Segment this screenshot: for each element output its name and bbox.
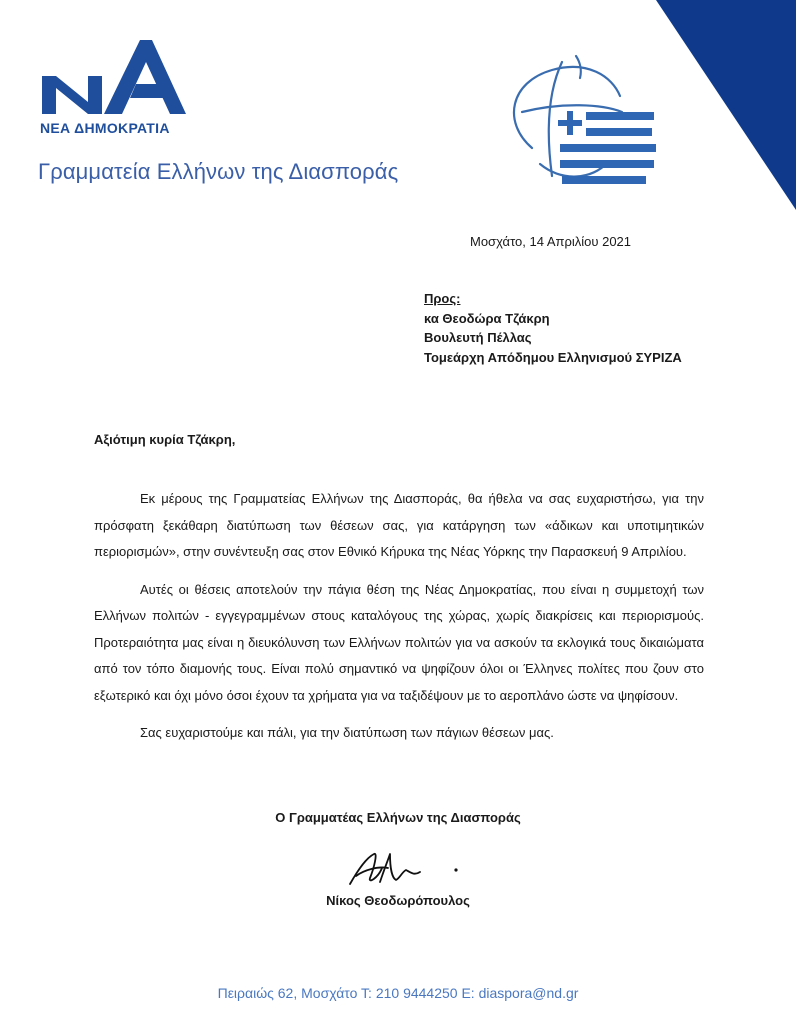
recipient-to-label: Προς: <box>424 291 461 306</box>
nd-logo-icon <box>40 36 190 118</box>
handwritten-signature <box>344 848 464 892</box>
footer-contact: Πειραιώς 62, Μοσχάτο Τ: 210 9444250 Ε: diaspora@nd.gr <box>217 985 579 1001</box>
signatory-title: Ο Γραμματέας Ελλήνων της Διασποράς <box>275 810 521 825</box>
recipient-line: Τομεάρχη Απόδημου Ελληνισμού ΣΥΡΙΖΑ <box>424 349 682 365</box>
globe-greek-flag-emblem-icon <box>492 52 664 194</box>
recipient-block <box>424 289 682 367</box>
letter-date: Μοσχάτο, 14 Απριλίου 2021 <box>470 234 632 249</box>
recipient-line: κα Θεοδώρα Τζάκρη <box>424 310 550 326</box>
signatory-name: Νίκος Θεοδωρόπουλος <box>326 893 470 908</box>
party-name: ΝΕΑ ΔΗΜΟΚΡΑΤΙΑ <box>40 120 170 136</box>
letter-body <box>94 486 704 758</box>
secretariat-title: Γραμματεία Ελλήνων της Διασποράς <box>38 159 399 184</box>
salutation: Αξιότιμη κυρία Τζάκρη, <box>94 432 236 447</box>
body-paragraph: Αυτές οι θέσεις αποτελούν την πάγια θέση της Νέας Δημοκρατίας, που είναι η συμμετοχή των Ελλήνων πολιτών - εγγεγραμμένων στους καταλόγους της χώρας, χωρίς διακρίσεις και περιορισμούς. Προτεραιότητα μας είναι η διευκόλυνση των Ελλήνων πολιτών για να ασκούν τα εκλογικά τους δικαιώματα από τον τόπο διαμονής τους. Είναι πολύ σημαντικό να ψηφίζουν όλοι οι Έλληνες πολίτες που ζουν στο εξωτερικό και όχι μόνο όσοι έχουν τα χρήματα για να ταξιδέψουν με το αεροπλάνο ώστε να ψηφίσουν. <box>94 581 704 703</box>
recipient-line: Βουλευτή Πέλλας <box>424 330 532 345</box>
corner-decoration <box>656 0 796 210</box>
body-paragraph: Εκ μέρους της Γραμματείας Ελλήνων της Διασποράς, θα ήθελα να σας ευχαριστήσω, για την πρόσφατη ξεκάθαρη διατύπωση των θέσεων σας, για κατάργηση των «άδικων και υποτιμητικών περιορισμών», στην συνέντευξη σας στον Εθνικό Κήρυκα της Νέας Υόρκης την Παρασκευή 9 Απριλίου. <box>94 491 704 559</box>
body-paragraph: Σας ευχαριστούμε και πάλι, για την διατύπωση των πάγιων θέσεων μας. <box>140 725 554 740</box>
